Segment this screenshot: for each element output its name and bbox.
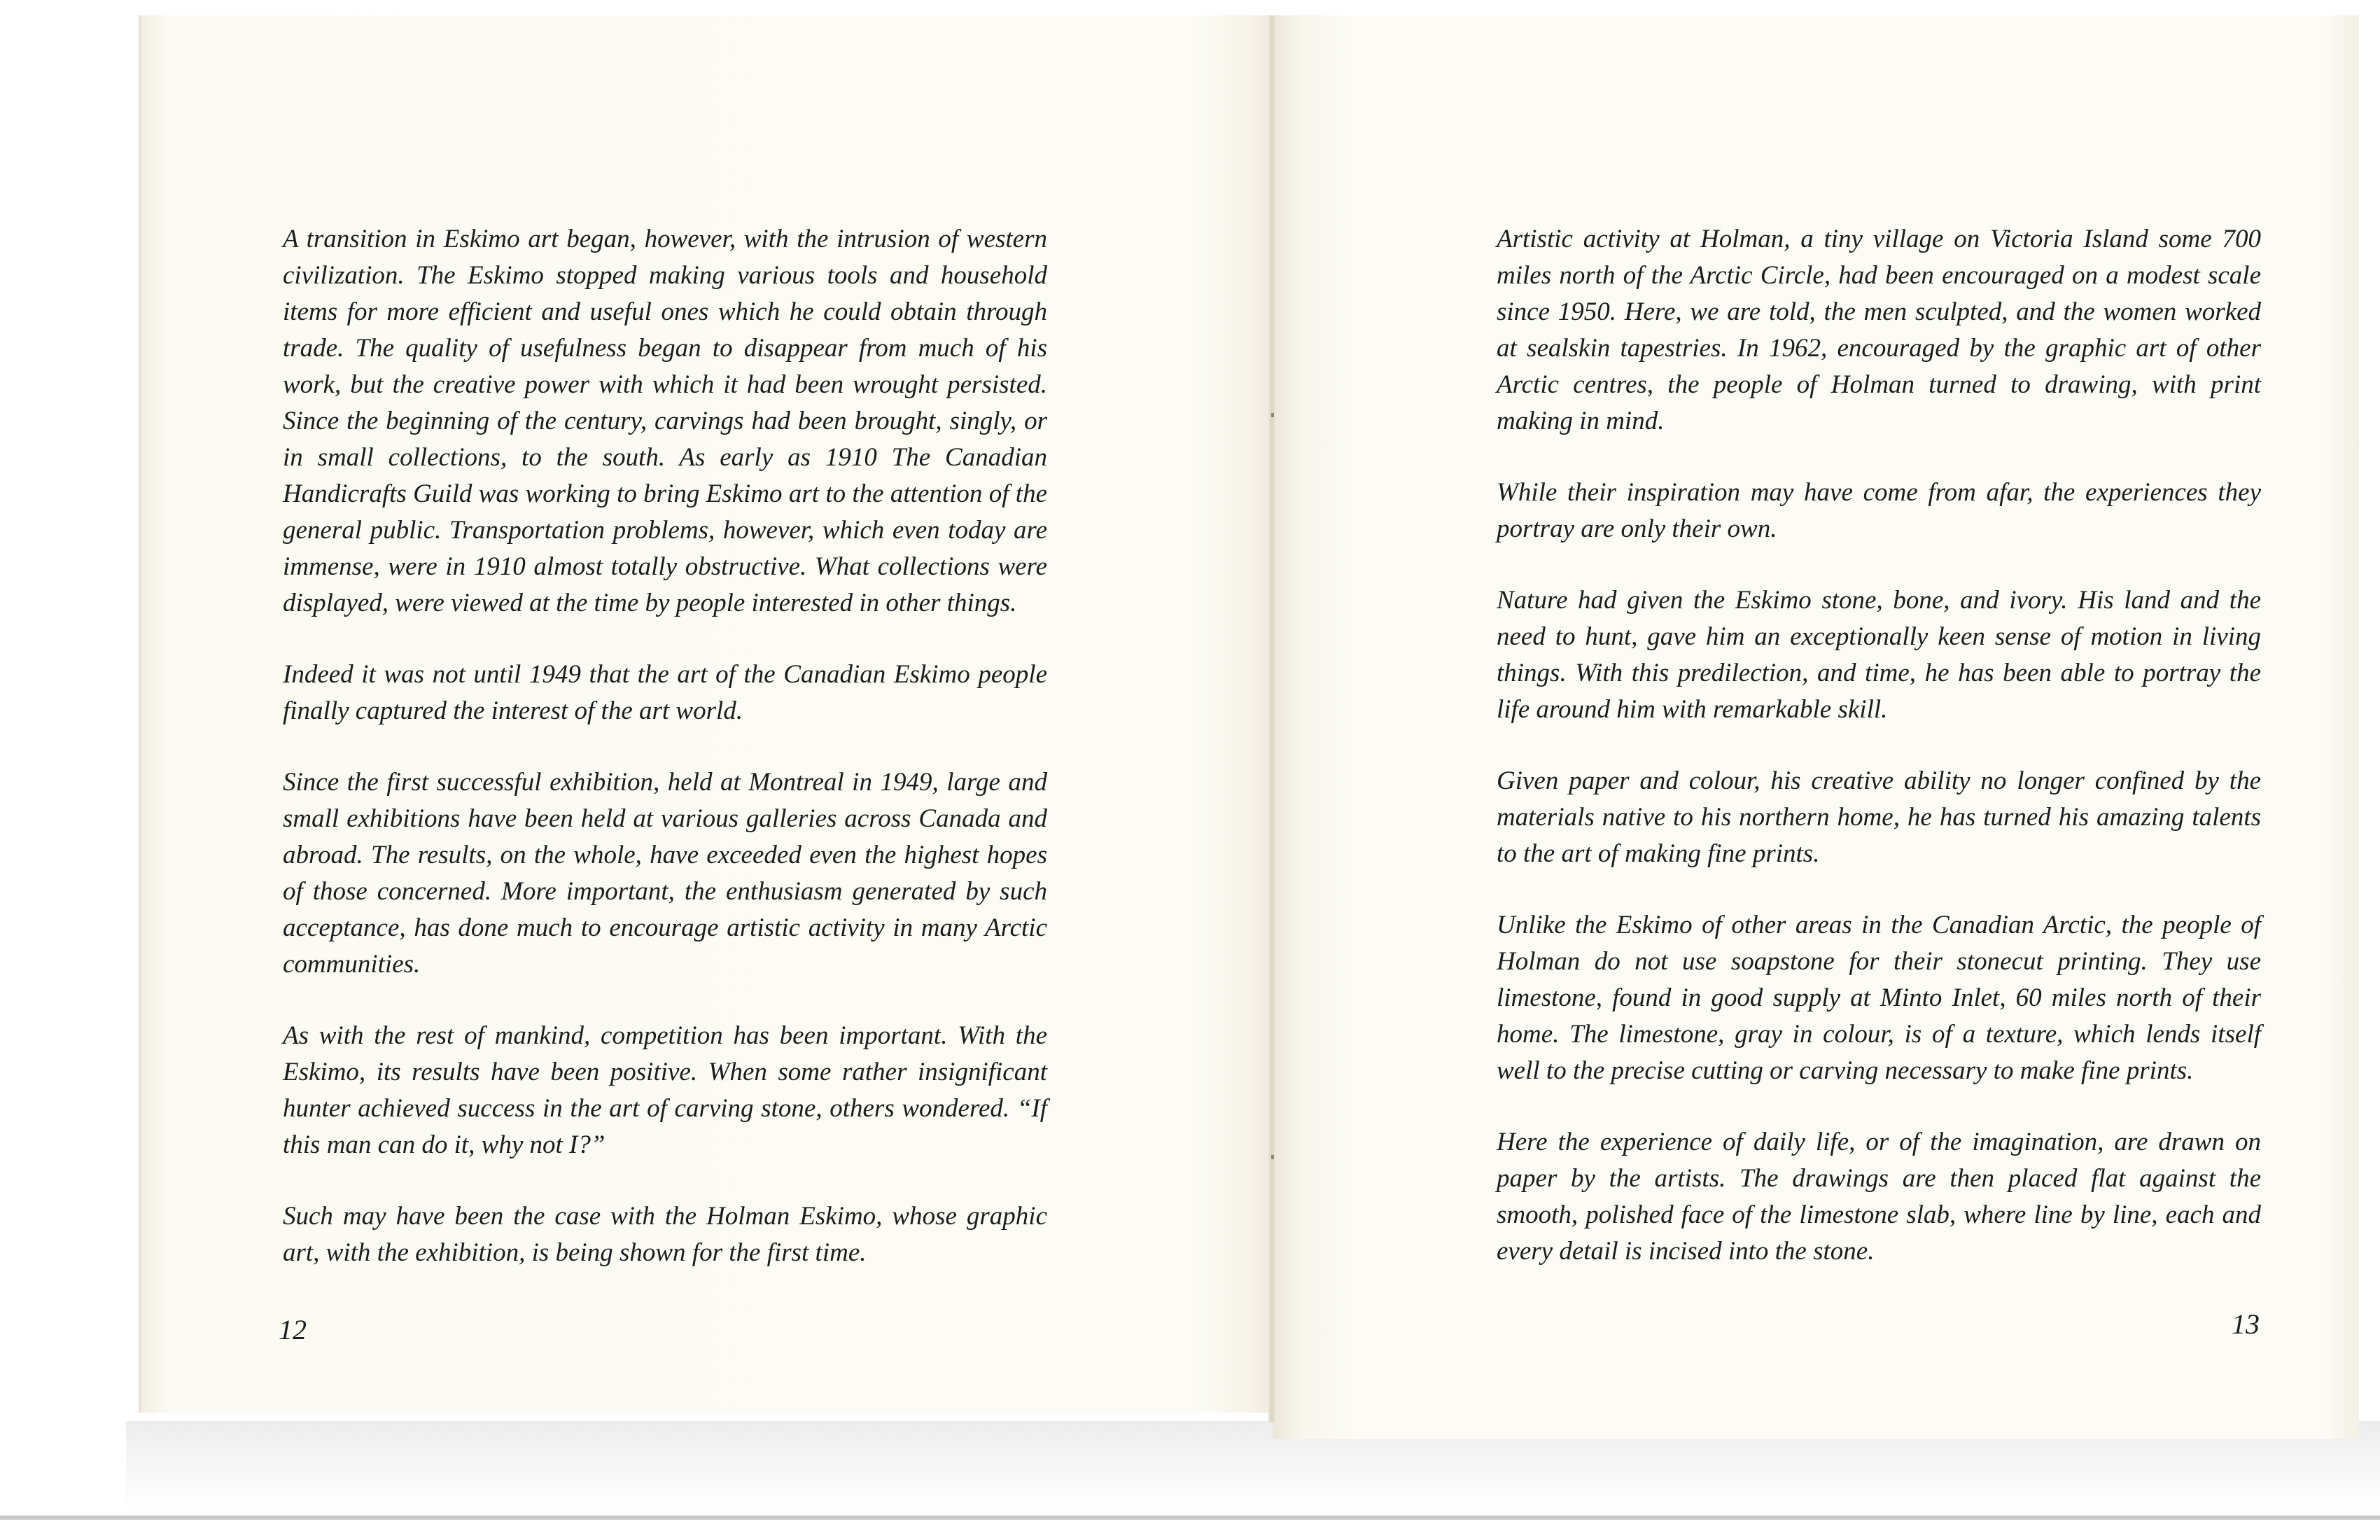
page-number-left: 12 — [279, 1314, 307, 1345]
paragraph: A transition in Eskimo art began, however, with the intrusion of western civilization. The Eskimo stopped making various tools and household items for more efficient and useful ones which he could obtain through trade. The quality of usefulness began to disappear from much of his work, but the creative power with which it had been wrought persisted. Since the beginning of the century, carvings had been brought, singly, or in small collections, to the south. As early as 1910 The Canadian Handicrafts Guild was working to bring Eskimo art to the attention of the general public. Transportation problems, however, which even today are immense, were in 1910 almost totally obstructive. What collections were displayed, were viewed at the time by people interested in other things. — [283, 225, 1047, 617]
paragraph: As with the rest of mankind, competition has been important. With the Eskimo, its results have been positive. When some rather insignificant hunter achieved success in the art of carving stone, others wondered. “If this man can do it, why not I?” — [283, 1021, 1047, 1159]
binding-stitch — [1271, 1155, 1274, 1159]
paragraph: Unlike the Eskimo of other areas in the Canadian Arctic, the people of Holman do not use soapstone for their stonecut printing. They use limestone, found in good supply at Minto Inlet, 60 miles north of their home. The limestone, gray in colour, is of a texture, which lends itself well to the precise cutting or carving necessary to make fine prints. — [1497, 911, 2261, 1085]
scanner-edge-line — [0, 1516, 2380, 1520]
binding-stitch — [1271, 413, 1274, 417]
left-page-text — [283, 221, 1047, 1306]
book-gutter — [1268, 15, 1275, 1422]
page-number-right: 13 — [2232, 1308, 2260, 1340]
paragraph: Given paper and colour, his creative ability no longer confined by the materials native to his northern home, he has turned his amazing talents to the art of making fine prints. — [1497, 766, 2261, 868]
paragraph: Such may have been the case with the Holman Eskimo, whose graphic art, with the exhibition, is being shown for the first time. — [283, 1202, 1047, 1267]
paragraph: Since the first successful exhibition, held at Montreal in 1949, large and small exhibitions have been held at various galleries across Canada and abroad. The results, on the whole, have exceeded even the highest hopes of those concerned. More important, the enthusiasm generated by such acceptance, has done much to encourage artistic activity in many Arctic communities. — [283, 768, 1047, 979]
paragraph: Here the experience of daily life, or of the imagination, are drawn on paper by the artists. The drawings are then placed flat against the smooth, polished face of the limestone slab, where line by line, each and every detail is incised into the stone. — [1497, 1128, 2261, 1266]
paragraph: Indeed it was not until 1949 that the art of the Canadian Eskimo people finally captured the interest of the art world. — [283, 660, 1047, 725]
paragraph: Nature had given the Eskimo stone, bone, and ivory. His land and the need to hunt, gave him an exceptionally keen sense of motion in living things. With this predilection, and time, he has been able to portray the life around him with remarkable skill. — [1497, 586, 2261, 724]
paragraph: While their inspiration may have come from afar, the experiences they portray are only their own. — [1497, 478, 2261, 543]
right-page-text — [1497, 221, 2261, 1305]
paragraph: Artistic activity at Holman, a tiny village on Victoria Island some 700 miles north of the Arctic Circle, had been encouraged on a modest scale since 1950. Here, we are told, the men sculpted, and the women worked at sealskin tapestries. In 1962, encouraged by the graphic art of other Arctic centres, the people of Holman turned to drawing, with print making in mind. — [1497, 225, 2261, 435]
